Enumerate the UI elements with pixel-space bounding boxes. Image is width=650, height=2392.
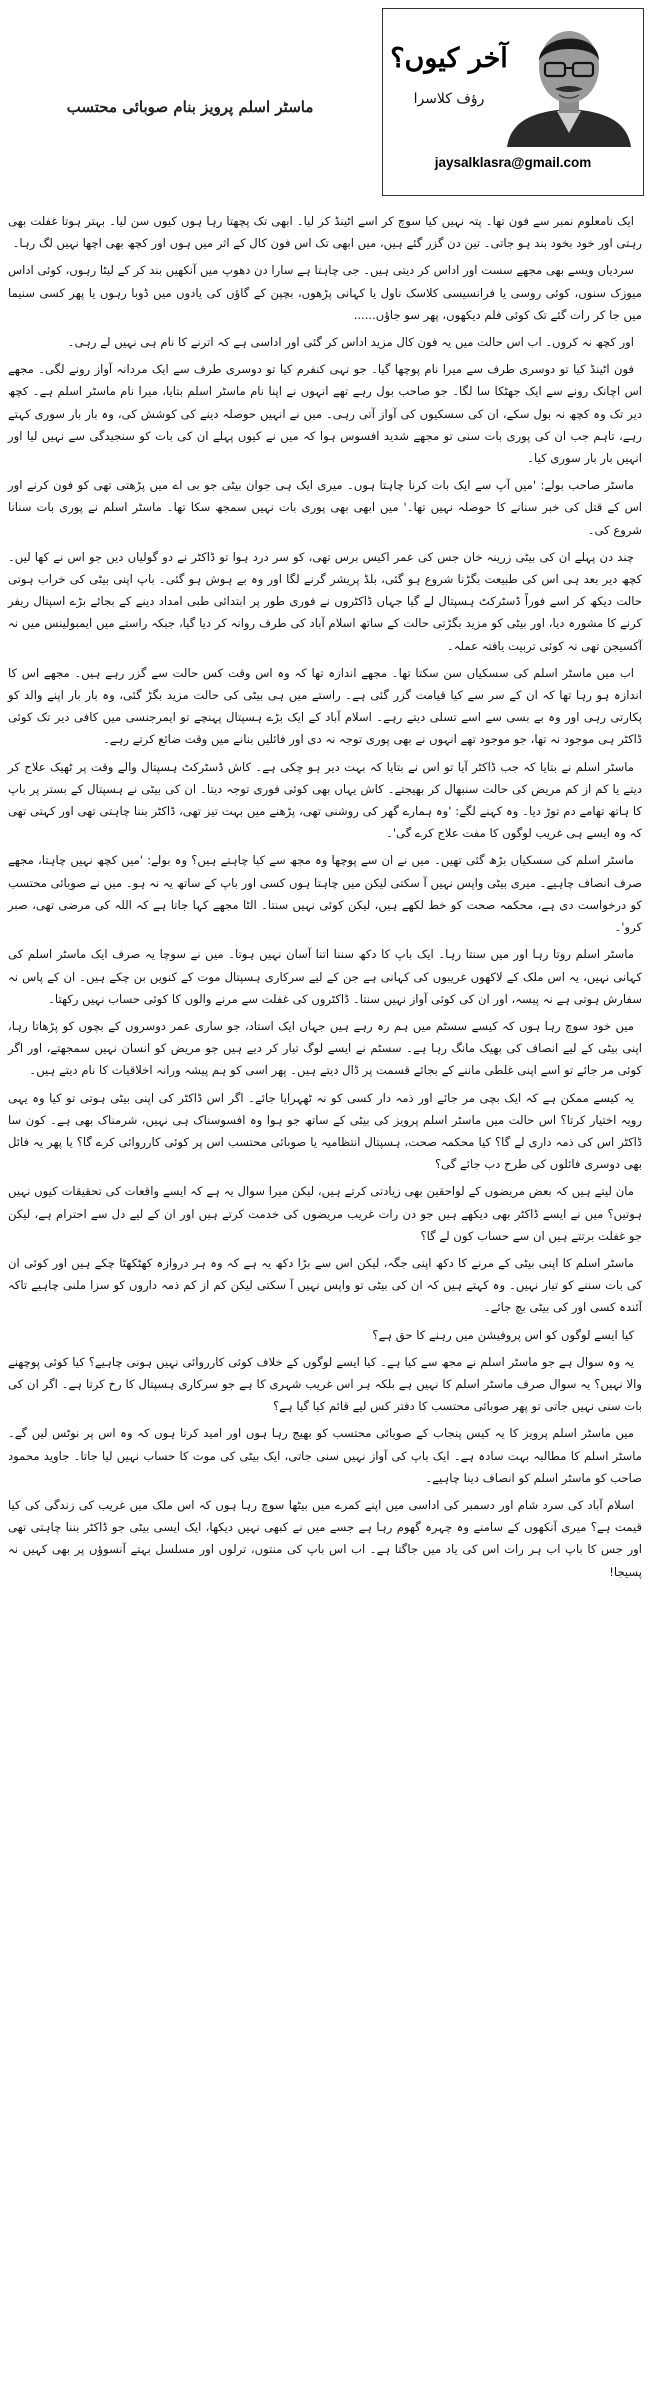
article-paragraph: ماسٹر اسلم نے بتایا کہ جب ڈاکٹر آیا تو اس نے بتایا کہ بہت دیر ہو چکی ہے۔ کاش ڈسٹرکٹ ہسپتال والے وقت پر ٹھیک علاج کر دیتے یا کم از کم مریض کی حالت سنبھال کر بھیجتے۔ کاش یہاں بھی کوئی فوری توجہ دیتا۔ ان کی بیٹی نے ہسپتال کے بستر پر باپ کا ہاتھ تھامے دم توڑ دیا۔ وہ کہنے لگے: 'وہ ہمارے گھر کی روشنی تھی، پڑھنے میں بہت تیز تھی، ڈاکٹر بننا چاہتی تھی اور کہتی تھی کہ وہ ایسے ہی غریب لوگوں کا مفت علاج کرے گی'۔ [8, 759, 642, 841]
column-masthead-box [382, 8, 644, 196]
article-paragraph: ماسٹر اسلم کا اپنی بیٹی کے مرنے کا دکھ اپنی جگہ، لیکن اس سے بڑا دکھ یہ ہے کہ وہ ہر دروازہ کھٹکھٹا چکے ہیں اور کوئی ان کی بات سننے کو تیار نہیں۔ وہ کہتے ہیں کہ ان کی بیٹی تو واپس نہیں آ سکتی لیکن کم از کم ذمہ داروں کو سزا ملنی چاہیے تاکہ آئندہ کسی اور کی بیٹی بچ جائے۔ [8, 1255, 643, 1315]
column-title: آخر کیوں؟ [390, 43, 508, 74]
article-paragraph: میں ماسٹر اسلم پرویز کا یہ کیس پنجاب کے صوبائی محتسب کو بھیج رہا ہوں اور امید کرتا ہوں کہ وہ اس پر نوٹس لیں گے۔ ماسٹر اسلم کا مطالبہ بہت سادہ ہے۔ ایک باپ کی آواز نہیں سنی جاتی، ایک بیٹی کی موت کا حساب نہیں لیا جاتا۔ جاوید محمود صاحب کو ماسٹر اسلم کو انصاف دینا چاہیے۔ [8, 1426, 642, 1485]
article-paragraph: فون اٹینڈ کیا تو دوسری طرف سے میرا نام پوچھا گیا۔ جو نہی کنفرم کیا تو دوسری طرف سے ایک مردانہ آواز رونے لگی۔ مجھے اس اچانک رونے سے ایک جھٹکا سا لگا۔ جو صاحب بول رہے تھے انہوں نے اپنا نام ماسٹر اسلم بتایا، میرا نام ماسٹر اسلم ہے۔ کچھ دیر تک وہ کچھ نہ بول سکے، ان کی سسکیوں کی آواز آتی رہی۔ میں نے انہیں حوصلہ دینے کی کوشش کی، وہ بار بار سوری کہتے رہے، تاہم جب ان کی پوری بات سنی تو مجھے شدید افسوس ہوا کہ میں نے کیوں پہلے ان کی بات کو سنجیدگی سے نہیں لیا اور انہیں بار بار سوری کیا۔ [8, 362, 642, 466]
column-subtitle: ماسٹر اسلم پرویز بنام صوبائی محتسب [66, 98, 314, 116]
article-paragraph: میں خود سوچ رہا ہوں کہ کیسے سسٹم میں ہم رہ رہے ہیں جہاں ایک استاد، جو ساری عمر دوسروں کے بچوں کو پڑھاتا رہا، اپنی بیٹی کے لیے انصاف کی بھیک مانگ رہا ہے۔ سسٹم نے ایسے لوگ تیار کر دیے ہیں جو مریض کو انسان نہیں سمجھتے، اور اگر کوئی مر جائے تو اسے اپنی غلطی ماننے کے بجائے قسمت پر ڈال دیتے ہیں۔ پھر اسی کو ہم پیشہ ورانہ اخلاقیات کا نام دیتے ہیں۔ [8, 1018, 642, 1078]
column-header [0, 0, 650, 200]
article-paragraph: یہ وہ سوال ہے جو ماسٹر اسلم نے مجھ سے کیا ہے۔ کیا ایسے لوگوں کے خلاف کوئی کارروائی نہیں ہونی چاہیے؟ کیا کوئی پوچھنے والا نہیں؟ یہ سوال صرف ماسٹر اسلم کا نہیں ہے بلکہ ہر اس غریب شہری کا ہے جو سرکاری ہسپتال کا رخ کرتا ہے۔ اگر ان کی بات سنی نہیں جاتی تو پھر صوبائی محتسب کا دفتر کس لیے قائم کیا گیا ہے؟ [8, 1354, 642, 1414]
article-body [8, 210, 642, 1588]
author-email[interactable]: jaysalklasra@gmail.com [434, 155, 592, 170]
article-paragraph: ایک نامعلوم نمبر سے فون تھا۔ پتہ نہیں کیا سوچ کر اسے اٹینڈ کر لیا۔ ابھی تک پچھتا رہا ہوں کیوں سن لیا۔ بہتر ہوتا غفلت بھی رہتی اور خود بخود بند ہو جاتی۔ تین دن گزر گئے ہیں، میں ابھی تک اس فون کال کے اثر میں ہوں اور کچھ بھی اچھا نہیں لگ رہا۔ [8, 214, 642, 251]
article-paragraph: چند دن پہلے ان کی بیٹی زرینہ خان جس کی عمر اکیس برس تھی، کو سر درد ہوا تو ڈاکٹر نے دو گولیاں دیں جو اس نے کھا لیں۔ کچھ دیر بعد ہی اس کی طبیعت بگڑنا شروع ہو گئی، بلڈ پریشر گرنے لگا اور وہ بے ہوش ہو گئی۔ باپ اپنی بیٹی کی خراب ہوتی حالت دیکھ کر اسے فوراً ڈسٹرکٹ ہسپتال لے گیا جہاں ڈاکٹروں نے فوری طور پر ابتدائی طبی امداد دینے کے بجائے بڑے اسپتال ریفر کرنے کا مشورہ دیا، اور بیٹی کو مزید بگڑتی حالت کے ساتھ اسلام آباد کی طرف روانہ کر دیا گیا، جبکہ راستے میں ایمبولینس میں نہ آکسیجن تھی نہ کوئی تربیت یافتہ عملہ۔ [8, 549, 642, 653]
article-paragraph: یہ کیسے ممکن ہے کہ ایک بچی مر جائے اور ذمہ دار کسی کو نہ ٹھہرایا جائے۔ اگر اس ڈاکٹر کی اپنی بیٹی ہوتی تو کیا وہ یہی رویہ اختیار کرتا؟ اس حالت میں ماسٹر اسلم پرویز کی بیٹی کے ساتھ جو ہوا وہ افسوسناک ہی نہیں، شرمناک بھی ہے۔ کون سا ڈاکٹر اس کی ذمہ داری لے گا؟ کیا محکمہ صحت، ہسپتال انتظامیہ یا صوبائی محتسب اس پر کوئی کارروائی کرے گا؟ یا پھر یہ فائل بھی دوسری فائلوں کی طرح دب جائے گی؟ [8, 1090, 642, 1172]
article-paragraph: اب میں ماسٹر اسلم کی سسکیاں سن سکتا تھا۔ مجھے اندازہ تھا کہ وہ اس وقت کس حالت سے گزر رہے ہیں۔ مجھے اس کا اندازہ ہو رہا تھا کہ ان کے سر سے کیا قیامت گزر گئی ہے۔ راستے میں ہی بیٹی کی حالت مزید بگڑ گئی، وہ بار بار اپنے والد کو پکارتی رہی اور وہ بے بسی سے اسے تسلی دیتے رہے۔ اسلام آباد کے ایک بڑے ہسپتال پہنچے تو ایمرجنسی میں کافی دیر تک کوئی ڈاکٹر ہی موجود نہ تھا، جو موجود تھے انہوں نے بھی پوری توجہ نہ دی اور فائلیں بنانے میں وقت ضائع کرتے رہے۔ [8, 665, 642, 747]
article-paragraph: مان لیتے ہیں کہ بعض مریضوں کے لواحقین بھی زیادتی کرتے ہیں، لیکن میرا سوال یہ ہے کہ ایسے واقعات کی تحقیقات کیوں نہیں ہوتیں؟ میں نے ایسے ڈاکٹر بھی دیکھے ہیں جو دن رات غریب مریضوں کی خدمت کرتے ہیں اور ان کے لیے دل سے احترام ہے، لیکن جو غفلت برتتے ہیں ان سے حساب کون لے گا؟ [8, 1184, 642, 1243]
article-paragraph: اور کچھ نہ کروں۔ اب اس حالت میں یہ فون کال مزید اداس کر گئی اور اداسی ہے کہ اترنے کا نام ہی نہیں لے رہی۔ [67, 335, 634, 350]
article-paragraph: اسلام آباد کی سرد شام اور دسمبر کی اداسی میں اپنے کمرے میں بیٹھا سوچ رہا ہوں کہ اس ملک میں غریب کی زندگی کی کیا قیمت ہے؟ میری آنکھوں کے سامنے وہ چہرہ گھوم رہا ہے جسے میں نے کبھی نہیں دیکھا، ایک ایسی بیٹی جو ڈاکٹر بننا چاہتی تھی اور جس کا باپ اب ہر رات اس کی یاد میں جاگتا ہے۔ اب اس باپ کی منتوں، ترلوں اور مسلسل بہتے آنسوؤں پر بھی کہیں نہ پسیجا! [8, 1497, 642, 1579]
author-name: رؤف کلاسرا [413, 91, 485, 107]
article-paragraph: ماسٹر اسلم کی سسکیاں بڑھ گئی تھیں۔ میں نے ان سے پوچھا وہ مجھ سے کیا چاہتے ہیں؟ وہ بولے: 'میں کچھ نہیں چاہتا، مجھے صرف انصاف چاہیے۔ میری بیٹی واپس نہیں آ سکتی لیکن میں چاہتا ہوں کسی اور باپ کے ساتھ یہ نہ ہو۔ میں نے صوبائی محتسب کو درخواست دی ہے، محکمہ صحت کو خط لکھے ہیں، لیکن کوئی نہیں سنتا۔ الٹا مجھے کہا جاتا ہے کہ اللہ کی مرضی تھی، صبر کرو'۔ [8, 853, 642, 935]
article-paragraph: کیا ایسے لوگوں کو اس پروفیشن میں رہنے کا حق ہے؟ [372, 1327, 634, 1342]
article-paragraph: ماسٹر اسلم روتا رہا اور میں سنتا رہا۔ ایک باپ کا دکھ سننا اتنا آسان نہیں ہوتا۔ میں نے سوچا یہ صرف ایک ماسٹر اسلم کی کہانی نہیں، یہ اس ملک کے لاکھوں غریبوں کی کہانی ہے جن کے لیے سرکاری ہسپتال موت کے کنویں بن چکے ہیں۔ ان کے پاس نہ سفارش ہوتی ہے نہ پیسہ، اور ان کی کوئی آواز نہیں سنتا۔ ڈاکٹروں کی غفلت سے مرنے والوں کا کوئی حساب نہیں رکھتا۔ [8, 947, 642, 1006]
article-paragraph: سردیاں ویسے بھی مجھے سست اور اداس کر دیتی ہیں۔ جی چاہتا ہے سارا دن دھوپ میں آنکھیں بند کر کے لیٹا رہوں، کوئی اداس میوزک سنوں، کوئی روسی یا فرانسیسی کلاسک ناول یا کہانی پڑھوں، بچپن کے گاؤں کی یادوں میں ڈوبا رہوں یا پھر کسی سنیما میں جا کر رات گئے تک کوئی فلم دیکھوں، پھر سو جاؤں...... [8, 263, 642, 322]
article-paragraph: ماسٹر صاحب بولے: 'میں آپ سے ایک بات کرنا چاہتا ہوں۔ میری ایک ہی جوان بیٹی جو بی اے میں پڑھتی تھی کو فون کرنے اور اس کے قتل کی خبر سنانے کا حوصلہ نہیں تھا۔' میں ابھی بھی پوری بات نہیں سمجھ سکا تھا۔ ماسٹر اسلم نے پوری بات سنانا شروع کی۔ [8, 478, 642, 537]
author-portrait [501, 15, 637, 147]
